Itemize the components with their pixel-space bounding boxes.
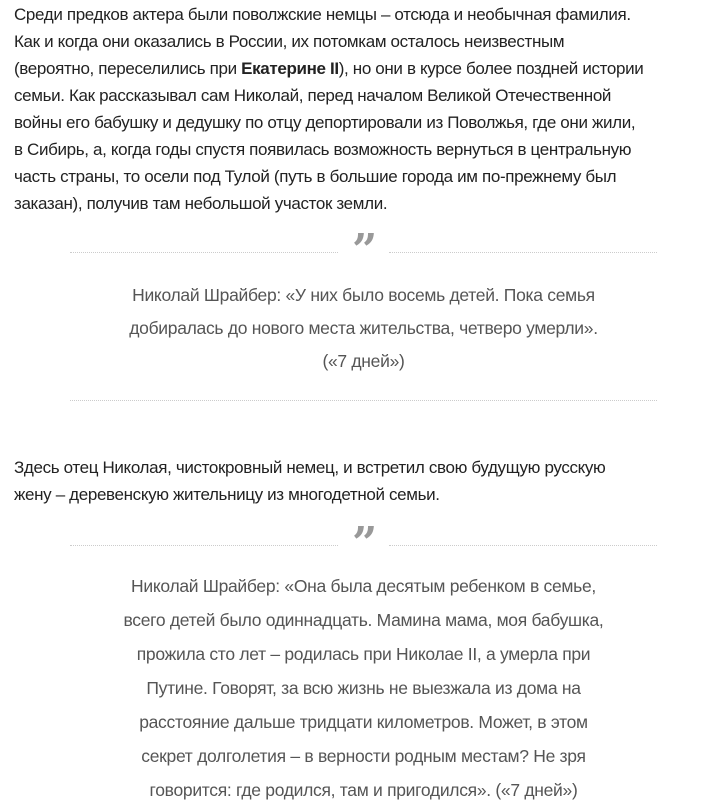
text-line [14,55,643,82]
quote-mark-icon: ” [352,225,378,276]
quote-line: говорится: где родился, там и пригодился». («7 дней») [149,780,578,800]
quote-text [70,279,657,400]
quote-line: Николай Шрайбер: «У них было восемь детей. Пока семья [132,285,595,305]
text-line: войны его бабушку и дедушку по отцу депортировали из Поволжья, где они жили, [14,113,636,132]
quote-divider-top [70,518,657,569]
paragraph-father [14,454,605,508]
quote-line: прожила сто лет – родилась при Николае II, а умерла при [136,644,591,664]
blockquote-2 [70,518,657,807]
quote-source: («7 дней») [322,351,405,371]
quote-line: Николай Шрайбер: «Она была десятым ребенком в семье, [131,576,596,596]
paragraph-ancestry [14,1,643,217]
text-line: Здесь отец Николая, чистокровный немец, и встретил свою будущую русскую [14,458,606,477]
quote-line: всего детей было одиннадцать. Мамина мама, моя бабушка, [123,610,604,630]
quote-divider-top [70,225,657,276]
quote-line: секрет долголетия – в верности родным местам? Не зря [141,746,586,766]
text-line: жену – деревенскую жительницу из многодетной семьи. [14,485,440,504]
text-line: Среди предков актера были поволжские немцы – отсюда и необычная фамилия. [14,5,631,24]
quote-line: расстояние дальше тридцати километров. Может, в этом [139,712,588,732]
quote-text [70,569,657,807]
text-line: заказан), получив там небольшой участок земли. [14,194,388,213]
text-line: часть страны, то осели под Тулой (путь в большие города им по-прежнему был [14,167,617,186]
quote-line: Путине. Говорят, за всю жизнь не выезжала из дома на [146,678,581,698]
bold-name: Екатерине II [241,59,339,78]
text-line: в Сибирь, а, когда годы спустя появилась возможность вернуться в центральную [14,140,632,159]
quote-divider-bottom [70,400,657,401]
text-line: семьи. Как рассказывал сам Николай, перед началом Великой Отечественной [14,86,612,105]
text-line: Как и когда они оказались в России, их потомкам осталось неизвестным [14,32,565,51]
text-segment: (вероятно, переселились при [14,59,242,78]
blockquote-1 [70,225,657,401]
quote-line: добиралась до нового места жительства, четверо умерли». [129,318,598,338]
text-segment: ), но они в курсе более поздней истории [338,59,644,78]
quote-mark-icon: ” [352,518,378,569]
